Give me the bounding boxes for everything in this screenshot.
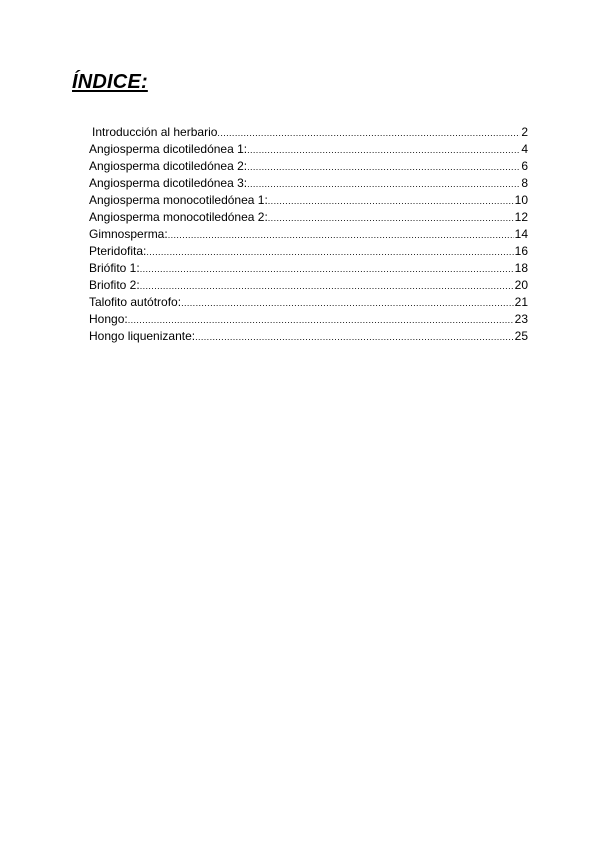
toc-entry-page: 25 — [514, 329, 528, 343]
toc-dot-leader — [128, 312, 514, 329]
toc-entry-label: Introducción al herbario — [92, 125, 218, 139]
toc-entry[interactable] — [89, 192, 528, 209]
toc-dot-leader — [217, 125, 520, 142]
toc-entry[interactable] — [89, 294, 528, 311]
toc-dot-leader — [247, 159, 520, 176]
toc-entry-page: 14 — [514, 227, 528, 241]
table-of-contents — [89, 124, 528, 345]
toc-entry[interactable] — [89, 311, 528, 328]
toc-entry-page: 23 — [514, 312, 528, 326]
toc-entry-label: Angiosperma dicotiledónea 2: — [89, 159, 248, 173]
toc-entry[interactable] — [89, 260, 528, 277]
page-title: ÍNDICE: — [72, 71, 148, 93]
toc-entry-label: Angiosperma monocotiledónea 2: — [89, 210, 268, 224]
toc-entry-page: 4 — [521, 142, 528, 156]
toc-entry-page: 10 — [514, 193, 528, 207]
toc-entry-page: 6 — [521, 159, 528, 173]
toc-dot-leader — [181, 295, 514, 312]
toc-entry[interactable] — [89, 328, 528, 345]
toc-dot-leader — [247, 142, 520, 159]
toc-dot-leader — [140, 278, 514, 295]
toc-entry-label: Briofito 2: — [89, 278, 140, 292]
toc-entry[interactable] — [89, 141, 528, 158]
toc-entry-label: Hongo: — [89, 312, 128, 326]
toc-entry-page: 18 — [514, 261, 528, 275]
toc-dot-leader — [268, 193, 514, 210]
toc-entry-page: 21 — [514, 295, 528, 309]
toc-entry-page: 16 — [514, 244, 528, 258]
toc-dot-leader — [140, 261, 514, 278]
toc-dot-leader — [168, 227, 514, 244]
toc-entry-label: Angiosperma dicotiledónea 3: — [89, 176, 248, 190]
toc-entry-page: 12 — [514, 210, 528, 224]
toc-entry-label: Hongo liquenizante: — [89, 329, 196, 343]
toc-dot-leader — [195, 329, 514, 346]
toc-entry-label: Briófito 1: — [89, 261, 140, 275]
toc-entry-label: Talofito autótrofo: — [89, 295, 182, 309]
toc-entry-label: Pteridofita: — [89, 244, 147, 258]
toc-entry[interactable] — [89, 175, 528, 192]
toc-entry[interactable] — [89, 209, 528, 226]
toc-entry[interactable] — [89, 158, 528, 175]
toc-entry-label: Angiosperma monocotiledónea 1: — [89, 193, 268, 207]
toc-entry-label: Angiosperma dicotiledónea 1: — [89, 142, 248, 156]
toc-entry[interactable] — [89, 277, 528, 294]
toc-entry-page: 2 — [521, 125, 528, 139]
toc-entry[interactable] — [89, 124, 528, 141]
toc-entry[interactable] — [89, 243, 528, 260]
toc-entry-page: 8 — [521, 176, 528, 190]
toc-entry[interactable] — [89, 226, 528, 243]
toc-dot-leader — [146, 244, 513, 261]
toc-dot-leader — [268, 210, 514, 227]
toc-dot-leader — [247, 176, 520, 193]
toc-entry-label: Gimnosperma: — [89, 227, 168, 241]
toc-entry-page: 20 — [514, 278, 528, 292]
